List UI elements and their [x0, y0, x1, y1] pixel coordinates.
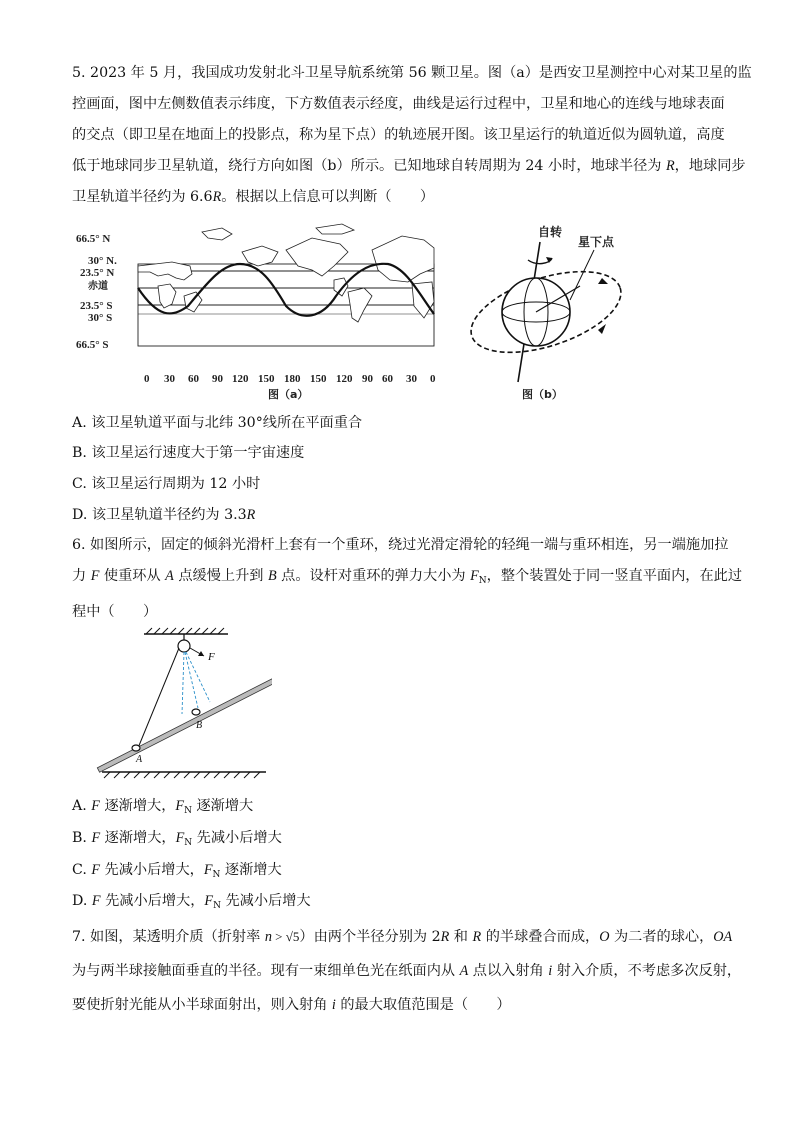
- question-6-stem: [72, 530, 743, 628]
- ring-at-a: [132, 745, 140, 751]
- svg-text:90: 90: [362, 373, 373, 385]
- q6-option-c[interactable]: C. F 先减小后增大，$F_N$ 逐渐增大: [72, 862, 282, 880]
- label-subsatellite-point: 星下点: [578, 235, 615, 249]
- q7-line-2: 为与两半球接触面垂直的半径。现有一束细单色光在纸面内从 A 点以入射角 i 射入介质，不考虑多次反射，: [72, 963, 742, 979]
- q5-line-5: 卫星轨道半径约为 6.6R。根据以上信息可以判断（ ）: [72, 189, 435, 205]
- ground-hatch: [104, 772, 260, 778]
- svg-text:60: 60: [382, 373, 393, 385]
- q5-option-d[interactable]: D. 该卫星轨道半径约为 3.3R: [72, 507, 256, 523]
- figure-b-caption: 图（b）: [522, 388, 563, 401]
- question-7-stem: [72, 920, 742, 1022]
- question-5-stem: [72, 58, 752, 213]
- svg-text:120: 120: [336, 373, 353, 385]
- q6-line-1: 6. 如图所示，固定的倾斜光滑杆上套有一个重环，绕过光滑定滑轮的轻绳一端与重环相连，另一端施加拉: [72, 537, 729, 553]
- label-point-b: B: [196, 720, 203, 731]
- q5-option-b[interactable]: B. 该卫星运行速度大于第一宇宙速度: [72, 445, 305, 461]
- svg-text:60: 60: [188, 373, 199, 385]
- label-spin: 自转: [538, 225, 563, 239]
- q6-line-3: 程中（ ）: [72, 604, 158, 620]
- label-point-a: A: [136, 754, 143, 765]
- lat-label-30n: 30° N.: [88, 255, 117, 267]
- inclined-rod: [97, 679, 272, 772]
- svg-text:90: 90: [212, 373, 223, 385]
- subpoint-pointer: [570, 250, 594, 300]
- svg-text:120: 120: [232, 373, 249, 385]
- q7-line-1: 7. 如图，某透明介质（折射率 n > √5）由两个半径分别为 2R 和 R 的半球叠合而成，O 为二者的球心，OA: [72, 929, 733, 945]
- q5-option-c[interactable]: C. 该卫星运行周期为 12 小时: [72, 476, 261, 492]
- q6-line-2: 力 F 使重环从 A 点缓慢上升到 B 点。设杆对重环的弹力大小为 $F_N$，整个装置处于同一竖直平面内，在此过: [72, 568, 743, 586]
- figure-a-ground-track-map: [72, 222, 452, 404]
- svg-text:150: 150: [258, 373, 275, 385]
- lat-label-equator: 赤道: [88, 281, 108, 292]
- lat-label-23s: 23.5° S: [80, 300, 113, 312]
- q6-option-a[interactable]: A. F 逐渐增大，$F_N$ 逐渐增大: [72, 798, 254, 816]
- label-force-f: F: [208, 651, 215, 663]
- orbit-direction-arrow: [598, 324, 606, 334]
- figure-a-caption: 图（a）: [268, 388, 309, 401]
- lat-label-30s: 30° S: [88, 312, 113, 324]
- svg-text:180: 180: [284, 373, 301, 385]
- q6-pulley-rod-figure: [96, 626, 272, 782]
- ceiling-hatch: [146, 628, 224, 634]
- svg-text:30: 30: [406, 373, 417, 385]
- q5-line-1: 5. 2023 年 5 月，我国成功发射北斗卫星导航系统第 56 颗卫星。图（a）是西安卫星测控中心对某卫星的监: [72, 65, 752, 81]
- svg-text:30: 30: [164, 373, 175, 385]
- lat-label-23n: 23.5° N: [80, 267, 115, 279]
- lat-label-66n: 66.5° N: [76, 233, 111, 245]
- q5-line-4: 低于地球同步卫星轨道，绕行方向如图（b）所示。已知地球自转周期为 24 小时，地球半径为 R，地球同步: [72, 158, 746, 174]
- svg-text:0: 0: [430, 373, 436, 385]
- q5-line-3: 的交点（即卫星在地面上的投影点，称为星下点）的轨迹展开图。该卫星运行的轨道近似为圆轨道，高度: [72, 127, 725, 143]
- longitude-labels: [144, 373, 436, 385]
- ring-at-b: [192, 709, 200, 715]
- figure-b-orbit-diagram: [466, 220, 646, 402]
- dashed-rope-positions: [182, 652, 210, 714]
- q7-line-3: 要使折射光能从小半球面射出，则入射角 i 的最大取值范围是（ ）: [72, 997, 511, 1013]
- q5-option-a[interactable]: A. 该卫星轨道平面与北纬 30°线所在平面重合: [72, 415, 363, 431]
- lat-label-66s: 66.5° S: [76, 339, 109, 351]
- q6-option-b[interactable]: B. F 逐渐增大，$F_N$ 先减小后增大: [72, 830, 282, 848]
- q6-option-d[interactable]: D. F 先减小后增大，$F_N$ 先减小后增大: [72, 893, 311, 911]
- svg-text:150: 150: [310, 373, 327, 385]
- q5-line-2: 控画面，图中左侧数值表示纬度，下方数值表示经度，曲线是运行过程中，卫星和地心的连线与地球表面: [72, 96, 725, 112]
- svg-text:0: 0: [144, 373, 150, 385]
- pulley: [178, 640, 190, 652]
